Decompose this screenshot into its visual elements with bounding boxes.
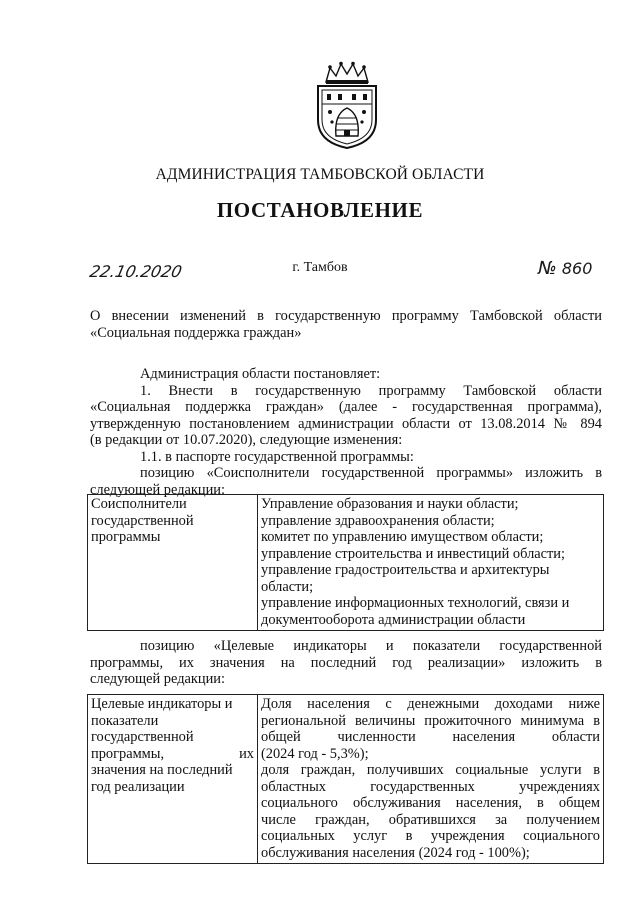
paragraph-line: 1.1. в паспорте государственной программы: — [140, 448, 414, 465]
cell-line: управление информационных технологий, связи и — [261, 595, 570, 611]
document-body — [90, 366, 602, 498]
cell-line: числе граждан, обратившихся за получением — [261, 811, 600, 828]
cell-line: государственной — [91, 729, 194, 745]
cell-line: значения на последний — [91, 762, 233, 778]
cell-word: их — [239, 745, 254, 762]
paragraph-line: следующей редакции: — [90, 671, 225, 687]
document-city: г. Тамбов — [292, 260, 348, 275]
cell-line: Доля населения с денежными доходами ниже — [261, 696, 600, 712]
cell-line: региональной величины прожиточного минимума в — [261, 712, 600, 729]
cell-line: Целевые индикаторы и — [91, 696, 233, 712]
cell-line: документооборота администрации области — [261, 611, 526, 628]
cell-line: доля граждан, получивших социальные услуги в — [261, 762, 600, 778]
paragraph-line: позицию «Соисполнители государственной программы» изложить в — [140, 465, 602, 481]
number-sign: № — [538, 258, 557, 279]
target-indicators-table — [87, 694, 604, 864]
cell-line: области; — [261, 578, 314, 595]
document-type-heading: ПОСТАНОВЛЕНИЕ — [216, 198, 424, 222]
cell-line: Управление образования и науки области; — [261, 496, 519, 512]
table-cell-value — [258, 695, 604, 864]
cell-line: (2024 год - 5,3%); — [261, 745, 369, 762]
table-row — [88, 695, 604, 864]
paragraph-line: (в редакции от 10.07.2020), следующие изменения: — [90, 432, 403, 448]
cell-line: программы — [91, 529, 161, 545]
table-cell-value — [258, 495, 604, 631]
document-body-continued — [90, 638, 602, 688]
cell-line: социальных услуг в учреждения социального — [261, 828, 600, 844]
document-date: 22.10.2020 — [87, 262, 184, 281]
number-value: 860 — [561, 259, 593, 278]
paragraph-line: утвержденную постановлением администрации области от 13.08.2014 № 894 — [90, 415, 602, 432]
cell-line: управление строительства и инвестиций области; — [261, 545, 566, 562]
cell-line: комитет по управлению имуществом области; — [261, 529, 544, 545]
cell-line: общей численности населения области — [261, 729, 600, 745]
table-cell-label — [88, 695, 258, 864]
cell-line: управление здравоохранения области; — [261, 512, 495, 529]
paragraph-line: следующей редакции: — [90, 481, 225, 498]
organization-title: АДМИНИСТРАЦИЯ ТАМБОВСКОЙ ОБЛАСТИ — [155, 166, 485, 183]
paragraph-preamble: Администрация области постановляет: — [140, 366, 381, 382]
cell-line: Соисполнители — [91, 496, 187, 512]
coat-of-arms-emblem — [312, 60, 382, 150]
cell-line — [91, 746, 254, 763]
paragraph-line: программы, их значения на последний год реализации» изложить в — [90, 654, 602, 671]
paragraph-line: «Социальная поддержка граждан» (далее - государственная программа), — [90, 399, 602, 415]
subject-line: «Социальная поддержка граждан» — [90, 324, 302, 341]
cell-line: обслуживания населения (2024 год - 100%); — [261, 844, 530, 861]
subject-line: О внесении изменений в государственную программу Тамбовской области — [90, 308, 602, 324]
cell-word: программы, — [91, 745, 165, 762]
document-subject — [90, 308, 602, 341]
table-row — [88, 495, 604, 631]
table-cell-label — [88, 495, 258, 631]
cell-line: год реализации — [91, 778, 185, 795]
paragraph-line: позицию «Целевые индикаторы и показатели государственной — [140, 638, 602, 654]
cell-line: показатели — [91, 712, 159, 729]
co-executors-table — [87, 494, 604, 631]
cell-line: областных государственных учреждениях — [261, 778, 600, 795]
cell-line: социального обслуживания населения, в общем — [261, 795, 600, 811]
paragraph-line: 1. Внести в государственную программу Тамбовской области — [140, 382, 602, 399]
document-number — [538, 258, 592, 279]
cell-line: управление градостроительства и архитектуры — [261, 562, 550, 578]
cell-line: государственной — [91, 512, 194, 529]
